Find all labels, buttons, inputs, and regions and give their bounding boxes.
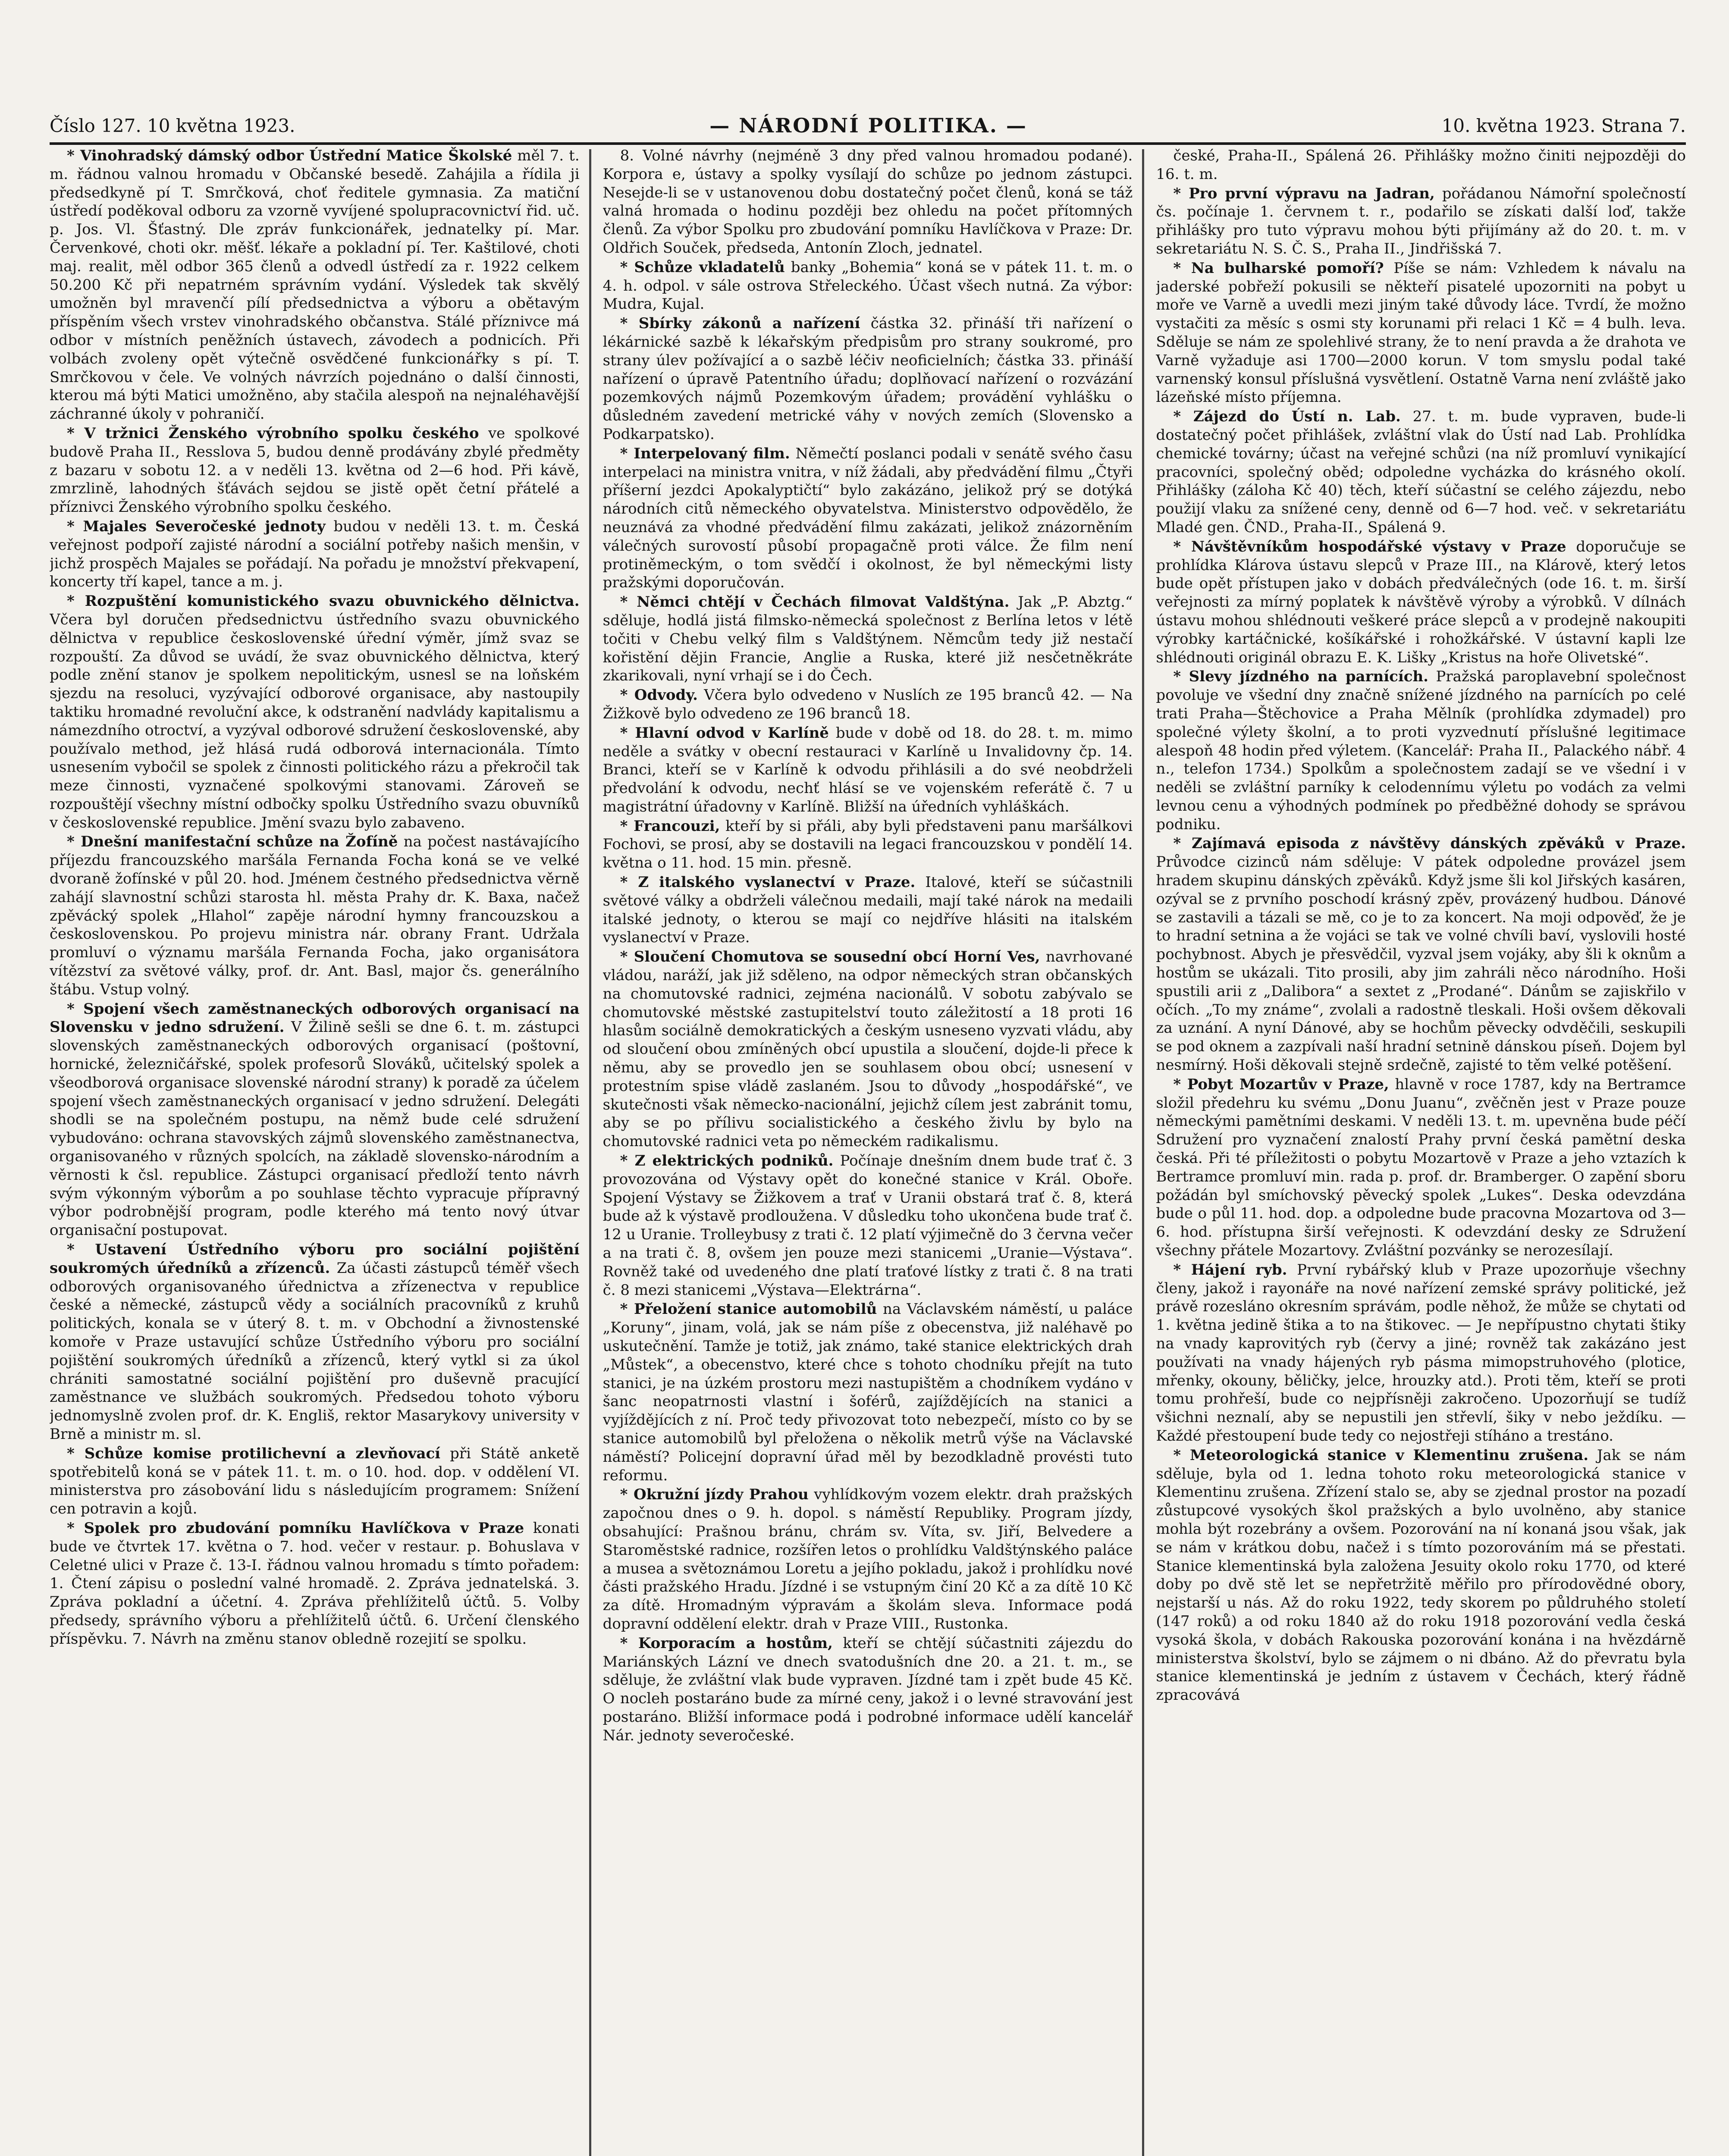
bullet-star-icon: * bbox=[620, 1300, 634, 1318]
article-body: doporučuje se prohlídka Klárova ústavu slepců v Praze III., na Klárově, který letos bude opět přístupen jako v dobách předválečných (ode 16. t. m. širší veřejnosti za mírný poplatek k návštěvě výroby a výrobků. V dílnách ústavu mohou shlédnouti veškeré práce slepců a v prodejně nakoupiti výrobky kartáčnické, košíkářské i rohožkářské. V ústavní kapli lze shlédnouti originál obrazu E. K. Lišky „Kristus na hoře Olivetské“. bbox=[1156, 538, 1686, 666]
article-paragraph bbox=[603, 147, 1133, 257]
article-body: Počínaje dnešním dnem bude trať č. 3 provozována od Výstavy opět do konečné stanice v Král. Oboře. Spojení Výstavy se Žižkovem a trať v Uranii obstará trať č. 8, která bude až k výstavě prodloužena. V důsledku toho ukončena bude trať č. 12 u Uranie. Trolleybusy z trati č. 12 platí výjimečně do 3 června večer a na trati č. 8, ovšem jen pouze mezi stanicemi „Uranie—Výstava“. Rovněž také od uvedeného dne platí traťové lístky z trati č. 8 na trati č. 8 mezi stanicemi „Výstava—Elektrárna“. bbox=[602, 1152, 1133, 1299]
article-headline: Okružní jízdy Prahou bbox=[634, 1486, 809, 1504]
article bbox=[603, 1152, 1133, 1299]
article-paragraph bbox=[50, 147, 580, 423]
article-paragraph bbox=[1156, 407, 1686, 537]
article-paragraph bbox=[1156, 259, 1686, 407]
article bbox=[50, 147, 580, 423]
article-body: Za účasti zástupců téměř všech odborových organisovaného úřednictva a zřízenectva v republice české a německé, zástupců vědy a sociálních pracovníků z kruhů politických, konala se v úterý 8. t. m. v Obchodní a živnostenské komoře v Praze ustavující schůze Ústředního výboru pro sociální pojištění soukromých úředníků a zřízenců, který vytkl si za úkol chrániti samostatné sociální pojištění pro duševně pracující zaměstnance ve službách soukromých. Předsedou tohoto výboru jednomyslně zvolen prof. dr. K. Engliš, rektor Masarykovy university v Brně a ministr m. sl. bbox=[50, 1259, 580, 1443]
bullet-star-icon: * bbox=[620, 1634, 638, 1652]
columns bbox=[50, 147, 1686, 2156]
article-paragraph bbox=[50, 1000, 580, 1240]
article-paragraph bbox=[1156, 185, 1686, 258]
article-paragraph bbox=[603, 1300, 1133, 1485]
article bbox=[50, 1000, 580, 1240]
article bbox=[1156, 407, 1686, 537]
bullet-star-icon: * bbox=[1173, 538, 1191, 555]
article-body: navrhované vládou, naráží, jak již sděleno, na odpor německých stran občanských na chomutovské radnici, zejména nacionálů. V sobotu zabývalo se chomutovské městské zastupitelství touto záležitostí a 18 proti 16 hlasům sociálně demokratických a českým usneseno vyzvati vládu, aby od sloučení obou zmíněných obcí upustila a sloučení, dojde-li přece k němu, aby se provedlo jen se souhlasem obou obcí; usnesení v protestním spise vládě zaslaném. Jsou to důvody „hospodářské“, ve skutečnosti však německo-nacionální, jejichž cílem jest zabránit tomu, aby se po přílivu socialistického a českého živlu by bylo na chomutovské radnici veta po německém radikalismu. bbox=[602, 948, 1133, 1150]
article-paragraph bbox=[1156, 834, 1686, 1074]
column-1 bbox=[50, 147, 580, 2156]
article-paragraph bbox=[603, 686, 1133, 723]
article-body: pořádanou Námořní společností čs. počínaje 1. červnem t. r., podařilo se získati další loď, takže přihlášky pro tuto výpravu mohou býti přijímány až do 20. t. m. v sekretariátu N. S. Č. S., Praha II., Jindřišská 7. bbox=[1156, 185, 1686, 257]
article-body: Jak „P. Abztg.“ sděluje, hodlá jistá filmsko-německá společnost z Berlína letos v létě točiti v Chebu velký film s Valdštýnem. Němcům tedy již nestačí kořistění dějin Francie, Anglie a Ruska, které již nesčetněkráte zkarikovali, nyní vrhají se i do Čech. bbox=[602, 593, 1133, 685]
bullet-star-icon: * bbox=[620, 1152, 635, 1170]
article-body: budou v neděli 13. t. m. Česká veřejnost podpoří zajisté národní a sociální potřeby našich menšin, v jichž prospěch Majales se pořádají. Na pořadu je množství překvapení, koncerty tří kapel, tance a m. j. bbox=[50, 517, 580, 591]
article-paragraph bbox=[603, 948, 1133, 1151]
article-body: kteří by si přáli, aby byli představeni panu maršálkovi Fochovi, se prosí, aby se dostavili na legaci francouzskou v pondělí 14. května o 11. hod. 15 min. přesně. bbox=[602, 817, 1133, 872]
article-paragraph bbox=[50, 1241, 580, 1444]
bullet-star-icon: * bbox=[67, 833, 81, 851]
article-headline: Sloučení Chomutova se sousední obcí Horní Ves, bbox=[634, 948, 1040, 966]
article-paragraph bbox=[603, 593, 1133, 685]
article-body: První rybářský klub v Praze upozorňuje všechny členy, jakož i rayonáře na nové nařízení zemské správy politické, jež právě rozesláno okresním správám, podle něhož, že může se chytati od 1. května jedině štika a to na štikovec. — Je nepřípustno chytati štiky na vnady kaprovitých ryb (červy a jiné; rovněž tak zakázáno jest používati na vnady hájených ryb pásma mimopstruhového (plotice, mřenky, okouny, běličky, jelce, hrouzky atd.). Proti těm, kteří se proti tomu prohřeší, bude co nejpřísněji zakročeno. Upozorňují se tudíž všichni neznalí, aby se nepustili jen střevlí, šiky v nebo ježdíku. — Každé přestoupení bude tedy co nejostřeji stíháno a trestáno. bbox=[1156, 1261, 1686, 1445]
bullet-star-icon: * bbox=[1173, 259, 1191, 277]
article-paragraph bbox=[1156, 1261, 1686, 1445]
article bbox=[603, 1634, 1133, 1745]
article-headline: Spolek pro zbudování pomníku Havlíčkova v Praze bbox=[84, 1519, 524, 1537]
bullet-star-icon: * bbox=[620, 593, 637, 611]
article-body: Němečtí poslanci podali v senátě svého času interpelaci na ministra vnitra, v níž žádali, aby předvádění filmu „Čtyři příšerní jezdci Apokalyptičtí“ bylo zakázáno, jelikož prý se dotýká národních citů německého obyvatelstva. Ministerstvo odpovědělo, že neuznává za vhodné předvádění filmu zakázati, jelikož znázorněním válečných surovostí působí propagačně proti válce. Že film není protiněmeckým, o tom svědčí i okolnost, že byl německými listy pražskými doporučován. bbox=[602, 445, 1133, 592]
article-headline: Ustavení Ústředního výboru pro sociální pojištění soukromých úředníků a zřízenců. bbox=[50, 1241, 580, 1277]
article-body: vyhlídkovým vozem elektr. drah pražských započnou dnes o 9. h. dopol. s náměstí Republiky. Program jízdy, obsahující: Prašnou bránu, chrám sv. Víta, sv. Jiří, Belvedere a Staroměstské radnice, rozšířen letos o prohlídku Valdštýnského paláce a musea a světoznámou Loretu a jejího pokladu, jakož i prohlídku nové části pražského Hradu. Jízdné i se vstupným činí 20 Kč a za dítě 10 Kč za dítě. Hromadným výpravám a školám sleva. Informace podá dopravní oddělení elektr. drah v Praze VIII., Rustonka. bbox=[602, 1486, 1133, 1633]
article bbox=[50, 1519, 580, 1648]
article bbox=[1156, 259, 1686, 407]
article-paragraph bbox=[603, 873, 1133, 947]
article-body: částka 32. přináší tři nařízení o lékárnické sazbě k lékařským předpisům pro strany soukromé, pro strany úlev požívající a o sazbě léčiv neoficielních; částka 33. přináší nařízení o úpravě Patentního úřadu; doplňovací nařízení o rozvázání pozemkových nájmů Pozemkovým úřadem; provádění vyhlášku o důsledném zavedení metrické váhy v nových zemích (Slovensko a Podkarpatsko). bbox=[602, 315, 1133, 443]
header-issue-info: Číslo 127. 10 května 1923. bbox=[50, 115, 295, 136]
article bbox=[1156, 834, 1686, 1074]
article-paragraph bbox=[50, 424, 580, 517]
article-headline: V tržnici Ženského výrobního spolku českého bbox=[84, 424, 479, 442]
header-rule bbox=[50, 142, 1686, 145]
article-headline: Interpelovaný film. bbox=[634, 445, 790, 462]
article-paragraph bbox=[1156, 667, 1686, 834]
bullet-star-icon: * bbox=[67, 592, 85, 610]
article-headline: Zajímavá episoda z návštěvy dánských zpěváků v Praze. bbox=[1192, 835, 1686, 852]
bullet-star-icon: * bbox=[620, 686, 634, 704]
article bbox=[603, 314, 1133, 444]
article-headline: Hlavní odvod v Karlíně bbox=[635, 724, 829, 742]
bullet-star-icon: * bbox=[1173, 668, 1189, 686]
article bbox=[603, 445, 1133, 592]
bullet-star-icon: * bbox=[1173, 1446, 1190, 1464]
article-body: kteří se chtějí súčastniti zájezdu do Mariánských Lázní ve dnech svatodušních dne 20. a 21. t. m., se sděluje, že zvláštní vlak bude vypraven. Jízdné tam i zpět bude 45 Kč. O nocleh postaráno bude za mírné ceny, jakož i o levné stravování jest postaráno. Bližší informace podá i podrobné informace udělí kancelář Nár. jednoty severočeské. bbox=[602, 1634, 1133, 1744]
article-headline: Na bulharské pomoří? bbox=[1191, 259, 1384, 277]
bullet-star-icon: * bbox=[1173, 408, 1193, 426]
article-paragraph bbox=[1156, 1446, 1686, 1705]
bullet-star-icon: * bbox=[620, 724, 635, 742]
article-headline: Přeložení stanice automobilů bbox=[634, 1300, 877, 1318]
column-divider bbox=[1142, 149, 1144, 2156]
article-headline: Schůze vkladatelů bbox=[634, 258, 785, 276]
bullet-star-icon: * bbox=[67, 517, 83, 535]
article-headline: Korporacím a hostům, bbox=[638, 1634, 833, 1652]
bullet-star-icon: * bbox=[620, 817, 634, 835]
header-page-info: 10. května 1923. Strana 7. bbox=[1441, 115, 1686, 136]
article-body: 8. Volné návrhy (nejméně 3 dny před valnou hromadou podané). Korpora e, ústavy a spolky vysílají do schůze po jednom zástupci. Nesejde-li se v ustanovenou dobu dostatečný počet členů, koná se táž valná hromada o hodinu později bez ohledu na počet přítomných členů. Za výbor Spolku pro zbudování pomníku Havlíčkova v Praze: Dr. Oldřich Souček, předseda, Antonín Zloch, jednatel. bbox=[602, 147, 1133, 257]
article-headline: Schůze komise protilichevní a zlevňovací bbox=[84, 1445, 441, 1462]
bullet-star-icon: * bbox=[67, 1519, 84, 1537]
article-headline: Sbírky zákonů a nařízení bbox=[638, 315, 860, 332]
article bbox=[603, 724, 1133, 816]
article-headline: Z elektrických podniků. bbox=[634, 1152, 834, 1170]
newspaper-title: — NÁRODNÍ POLITIKA. — bbox=[709, 114, 1027, 137]
article bbox=[1156, 1075, 1686, 1260]
article-paragraph bbox=[603, 445, 1133, 592]
article-body: Pražská paroplavební společnost povoluje ve všední dny značně snížené jízdného na parnících po celé trati Praha—Štěchovice a Praha Mělník (prohlídka zdymadel) pro společné výlety školní, a to proti vyzvednutí příslušné legitimace alespoň 48 hodin před výletem. (Kancelář: Praha II., Palackého nábř. 4 n., telefon 1734.) Spolkům a společnostem zadají se ve všední i v neděli se zvláštní parníky k celodennímu výletu po vodách za velmi levnou cenu a výhodných podmínek po předběžné dohody se správou podniku. bbox=[1156, 668, 1686, 833]
bullet-star-icon: * bbox=[1173, 835, 1192, 852]
article-headline: Návštěvníkům hospodářské výstavy v Praze bbox=[1191, 538, 1566, 555]
article bbox=[1156, 1446, 1686, 1705]
article bbox=[1156, 147, 1686, 184]
column-divider bbox=[589, 149, 591, 2156]
bullet-star-icon: * bbox=[620, 445, 634, 462]
article-headline: Pro první výpravu na Jadran, bbox=[1189, 185, 1435, 202]
article bbox=[603, 686, 1133, 723]
article bbox=[50, 833, 580, 999]
article bbox=[50, 1241, 580, 1444]
bullet-star-icon: * bbox=[620, 874, 638, 891]
bullet-star-icon: * bbox=[67, 424, 85, 442]
article-body: Včera byl doručen předsednictvu ústředního svazu obuvnického dělnictva v republice československé úřední výměr, jímž svaz se rozpouští. Za důvod se uvádí, že svaz obuvnického dělnictva, který podle znění stanov je spolkem nepolitickým, usnesl se na loňském sjezdu na resoluci, vyzývající odborové organisace, aby nastoupily taktiku hromadné revoluční akce, k odstranění nadvlády kapitalismu a námezdního otroctví, a vyzýval odborové sdružení československé, aby používalo method, jež hlásá rudá odborová internacionála. Tímto usnesením vybočil se spolek z činnosti politického rázu a překročil tak meze činnosti, vyznačené spolkovými stanovami. Zároveň se rozpouštějí všechny místní odbočky spolku Ústředního svazu obuvníků v československé republice. Jmění svazu bylo zabaveno. bbox=[50, 611, 580, 831]
article bbox=[1156, 1261, 1686, 1445]
article-body: 27. t. m. bude vypraven, bude-li dostatečný počet přihlášek, zvláštní vlak do Ústí nad Lab. Prohlídka chemické továrny; účast na veřejné schůzi (na níž promluví vynikající pracovníci, společný oběd; odpoledne vycházka do krásného okolí. Přihlášky (záloha Kč 40) těch, kteří súčastní se celého zájezdu, nebo použijí vlaku za snížené ceny, denně od 6—7 hod. več. v sekretariátu Mladé gen. ČND., Praha-II., Spálená 9. bbox=[1156, 408, 1686, 536]
article bbox=[603, 948, 1133, 1151]
article-paragraph bbox=[603, 724, 1133, 816]
article-paragraph bbox=[1156, 1075, 1686, 1260]
article-body: na počest nastávajícího příjezdu francouzského maršála Fernanda Focha koná se ve velké dvoraně žofínské v půl 20. hod. Jménem čestného předsednictva věrně zahájí slavnostní schůzi starosta hl. města Prahy dr. K. Baxa, načež zpěvácký spolek „Hlahol“ zapěje národní hymny francouzskou a československou. Po projevu ministra nár. obrany Frant. Udržala promluví o významu maršála Fernanda Focha, jako organisátora vítězství za světové války, prof. dr. Ant. Basl, major čs. generálního štábu. Vstup volný. bbox=[50, 833, 580, 998]
article-body: hlavně v roce 1787, kdy na Bertramce složil předehru ku svému „Donu Juanu“, zvěčněn jest v Praze pouze německými pamětními deskami. V neděli 13. t. m. upevněna bude péčí Sdružení pro vyznačení znalostí Prahy první česká pamětní deska česká. Při té příležitosti o pobytu Mozartově v Praze a jeho vztazích k Bertramce promluví min. rada p. prof. dr. Bramberger. O zapění sboru požádán byl smíchovský pěvecký spolek „Lukes“. Deska odevzdána bude o půl 11. hod. dop. a odpoledne bude pracovna Mozartova od 3—6. hod. přístupna širší veřejnosti. K odevzdání desky ze Sdružení všechny přátele Mozartovy. Zvláštní pozvánky se nerozesílají. bbox=[1156, 1075, 1686, 1260]
article-body: české, Praha-II., Spálená 26. Přihlášky možno činiti nejpozději do 16. t. m. bbox=[1156, 147, 1686, 183]
article-body: při Státě anketě spotřebitelů koná se v pátek 11. t. m. o 10. hod. dop. v oddělení VI. ministerstva pro zásobování lidu s následujícím programem: Snížení cen potravin a kojů. bbox=[50, 1445, 580, 1518]
article-headline: Dnešní manifestační schůze na Žofíně bbox=[81, 833, 398, 851]
bullet-star-icon: * bbox=[67, 1241, 95, 1259]
article-body: měl 7. t. m. řádnou valnou hromadu v Občanské besedě. Zahájila a řídila ji předsedkyně pí T. Smrčková, choť ředitele gymnasia. Za matiční ústředí poděkoval odboru za vzorně vyvíjené spolupracovnictví řid. uč. p. Jos. Vl. Šťastný. Dle zpráv funkcionářek, jednatelky pí. Mar. Červenkové, choti okr. měšť. lékaře a pokladní pí. Ter. Kaštilové, choti maj. realit, měl odbor 365 členů a odvedl ústředí za r. 1922 celkem 50.200 Kč při nepatrném správním vydání. Výsledek tak skvělý umožněn byl mravenčí pílí předsednictva a výboru a obětavým příspěním všech vrstev vinohradského občanstva. Stálé příznivce má odbor v místních peněžních ústavech, závodech a podnicích. Při volbách zvoleny opět výtečně osvědčené funkcionářky s pí. T. Smrčkovou v čele. Ve volných návrzích pojednáno o další činnosti, kterou má býti Matici umožněno, aby stačila alespoň na nejnaléhavější záchranné úkoly v pohraničí. bbox=[50, 147, 580, 423]
article-headline: Majales Severočeské jednoty bbox=[83, 517, 326, 535]
article bbox=[50, 424, 580, 517]
article bbox=[50, 517, 580, 591]
article bbox=[50, 1445, 580, 1518]
article-paragraph bbox=[50, 1519, 580, 1648]
article-body: banky „Bohemia“ koná se v pátek 11. t. m. o 4. h. odpol. v sále ostrova Střeleckého. Účast všech nutná. Za výbor: Mudra, Kujal. bbox=[602, 258, 1133, 313]
article-headline: Meteorologická stanice v Klementinu zrušena. bbox=[1189, 1446, 1589, 1464]
article bbox=[603, 873, 1133, 947]
article-headline: Zájezd do Ústí n. Lab. bbox=[1193, 408, 1401, 426]
page-header bbox=[50, 107, 1686, 144]
article-headline: Němci chtějí v Čechách filmovat Valdštýna. bbox=[637, 593, 1010, 611]
article-headline: Vinohradský dámský odbor Ústřední Matice Školské bbox=[80, 147, 512, 164]
article-paragraph bbox=[50, 833, 580, 999]
article bbox=[603, 1300, 1133, 1485]
article-headline: Rozpuštění komunistického svazu obuvnického dělnictva. bbox=[85, 592, 580, 610]
article-body: Italové, kteří se súčastnili světové války a obdrželi válečnou medaili, mají také nárok na medaili italské jednoty, o kterou se mají co nejdříve hlásiti na italském vyslanectví v Praze. bbox=[602, 874, 1133, 946]
article-headline: Z italského vyslanectví v Praze. bbox=[638, 874, 916, 891]
article-body: V Žilině sešli se dne 6. t. m. zástupci slovenských zaměstnaneckých odborových organisací (poštovní, hornické, železničářské, spolek profesorů Slováků, učitelský spolek a všeodborová organisace slovenské národní strany) k poradě za účelem spojení všech zaměstnaneckých organisací v jedno sdružení. Delegáti shodli se na společném postupu, na němž bude celé sdružení vybudováno: ochrana stavovských zájmů slovenského zaměstnanectva, organisovaného v různých spolcích, na základě slovensko-národním a věrnosti k čsl. republice. Zástupci organisací předloží tento návrh svým výkonným výborům a po souhlase těchto vypracuje přípravný výbor podrobnější program, podle kterého má tento nový útvar organisační postupovat. bbox=[50, 1018, 580, 1239]
article-body: Průvodce cizinců nám sděluje: V pátek odpoledne provázel jsem hradem skupinu dánských zpěváků. Když jsme šli kol Jiřských kasáren, ozýval se z prvního poschodí krásný zpěv, provázený hudbou. Dánové se zastavili a tázali se mě, co je to za koncert. Na moji odpověď, že je to hradní setnina a že vojáci se tak ve volné chvíli baví, vyslovili hosté pochybnost. Abych je přesvědčil, vyzval jsem vojáky, aby šli k oknům a hostům se ukázali. Tito prosili, aby jim zahráli něco národního. Hoši spustili arii z „Dalibora“ a sextet z „Prodané“. Dánům se zajiskřilo v očích. „To my známe“, zvolali a radostně tleskali. Hoši ovšem děkovali za uznání. A nyní Dánové, aby se hochům pěvecky odvděčili, seskupili se pod oknem a zazpívali naší hradní setnině dánskou píseň. Dojem byl nesmírný. Hoši děkovali stejně srdečně, zajisté to těm velké potěšení. bbox=[1156, 853, 1686, 1074]
article-paragraph bbox=[603, 314, 1133, 444]
column-2 bbox=[603, 147, 1133, 2156]
article-headline: Odvody. bbox=[634, 686, 698, 704]
bullet-star-icon: * bbox=[1173, 185, 1189, 202]
article-paragraph bbox=[50, 1445, 580, 1518]
article-paragraph bbox=[1156, 538, 1686, 667]
bullet-star-icon: * bbox=[620, 948, 634, 966]
article-body: Včera bylo odvedeno v Nuslích ze 195 branců 42. — Na Žižkově bylo odvedeno ze 196 branců 18. bbox=[602, 686, 1133, 722]
article-paragraph bbox=[603, 1485, 1133, 1633]
article-body: Jak se nám sděluje, byla od 1. ledna tohoto roku meteorologická stanice v Klementinu zrušena. Zřízení stalo se, aby se zjednal prostor na pozadí zůstupcové vysokých škol pražských a bylo uvolněno, aby stanice mohla být rozebrány a ovšem. Pozorování na ní konaná jsou však, jak se nám v krátkou dobu, načež i s tímto pozorováním má se přestati. Stanice klementinská byla založena Jesuity okolo roku 1770, od které doby po dvě stě let se nepřetržitě měřilo pro přírodovědné obory, nejstarší u nás. Až do roku 1922, tedy skorem po půldruhého století (147 roků) a od roku 1840 až do roku 1918 pozorování vedla česká vysoká škola, v dobách Rakouska pozorování konána i na hvězdárně ministerstva školství, bylo se zájmem o ni dbáno. Až do převratu byla stanice klementinská je jedním z ústavem v Čechách, který řádně zpracovává bbox=[1156, 1446, 1686, 1704]
column-3 bbox=[1156, 147, 1686, 2156]
bullet-star-icon: * bbox=[620, 258, 634, 276]
article-body: ve spolkové budově Praha II., Resslova 5, budou denně prodávány zbylé předměty z bazaru v sobotu 12. a v neděli 13. května od 2—6 hod. Při kávě, zmrzlině, lahodných šťávách sejdou se jistě opět četní přátelé a příznivci Ženského výrobního spolku českého. bbox=[50, 424, 580, 516]
article-headline: Spojení všech zaměstnaneckých odborových organisací na Slovensku v jedno sdružení. bbox=[50, 1000, 580, 1036]
article-paragraph bbox=[603, 258, 1133, 313]
article-body: Píše se nám: Vzhledem k návalu na jaderské pobřeží pokusili se někteří pisatelé upozorniti na pobyt u moře ve Varně a uvedli mezi jiným také důvody láce. Tvrdí, že možno vystačiti za měsíc s osmi sty korunami při relaci 1 Kč = 4 bulh. leva. Sděluje se nám ze spolehlivé strany, že to není pravda a že drahota ve Varně vyžaduje asi 1700—2000 korun. V tom smyslu podal také varnenský konsul příslušná vysvětlení. Ostatně Varna není zvláště jako lázeňské místo příjemna. bbox=[1156, 259, 1686, 406]
article bbox=[603, 817, 1133, 872]
article bbox=[1156, 667, 1686, 834]
article-body: konati bude ve čtvrtek 17. května o 7. hod. večer v restaur. p. Bohuslava v Celetné ulici v Praze č. 13-I. řádnou valnou hromadu s tímto pořadem: 1. Čtení zápisu o poslední valné hromadě. 2. Zpráva jednatelská. 3. Zpráva pokladní a účetní. 4. Zpráva přehlížitelů účtů. 5. Volby předsedy, správního výboru a přehlížitelů účtů. 6. Určení členského příspěvku. 7. Návrh na změnu stanov obledně rozejití se spolku. bbox=[50, 1519, 580, 1648]
article-headline: Francouzi, bbox=[634, 817, 720, 835]
bullet-star-icon: * bbox=[620, 1486, 634, 1504]
article bbox=[603, 258, 1133, 313]
article bbox=[1156, 538, 1686, 667]
article-headline: Pobyt Mozartův v Praze, bbox=[1187, 1075, 1389, 1093]
bullet-star-icon: * bbox=[620, 315, 639, 332]
article-paragraph bbox=[603, 1634, 1133, 1745]
bullet-star-icon: * bbox=[67, 1000, 84, 1018]
article-body: bude v době od 18. do 28. t. m. mimo neděle a svátky v obecní restauraci v Karlíně u Invalidovny čp. 14. Branci, kteří se v Karlíně k odvodu přihlásili a do své neobdrželi předvolání k odvodu, nechť hlásí se ve vojenském referátě č. 7 u magistrátní úřadovny v Karlíně. Bližší na úředních vyhláškách. bbox=[602, 724, 1133, 815]
article bbox=[50, 592, 580, 832]
bullet-star-icon: * bbox=[1173, 1261, 1191, 1279]
article-headline: Slevy jízdného na parnících. bbox=[1189, 668, 1428, 686]
bullet-star-icon: * bbox=[67, 147, 80, 164]
article-paragraph bbox=[50, 592, 580, 832]
article-paragraph bbox=[603, 817, 1133, 872]
article-paragraph bbox=[50, 517, 580, 591]
article-body: na Václavském náměstí, u paláce „Koruny“, jinam, volá, jak se nám píše z obecenstva, již naléhavě po uskutečnění. Tamže je totiž, jak známo, také stanice elektrických drah „Můstek“, a obecenstvo, které chce s tohoto chodníku přejít na tuto stanici, je na úzkém prostoru mezi nastupištěm a chodníkem vydáno v šanc neopatrnosti vlastní i šoférů, zajíždějících na stanici a vyjíždějících z ní. Proč tedy přivozovat toto nebezpečí, místo co by se stanice automobilů byl přeložena o několik metrů výše na Václavské náměstí? Policejní dopravní úřad měl by bezodkladně provésti tuto reformu. bbox=[602, 1300, 1133, 1484]
article bbox=[603, 1485, 1133, 1633]
article bbox=[603, 147, 1133, 257]
bullet-star-icon: * bbox=[1173, 1075, 1187, 1093]
article-paragraph bbox=[1156, 147, 1686, 184]
bullet-star-icon: * bbox=[67, 1445, 85, 1462]
article bbox=[1156, 185, 1686, 258]
article bbox=[603, 593, 1133, 685]
article-paragraph bbox=[603, 1152, 1133, 1299]
article-headline: Hájení ryb. bbox=[1191, 1261, 1287, 1279]
